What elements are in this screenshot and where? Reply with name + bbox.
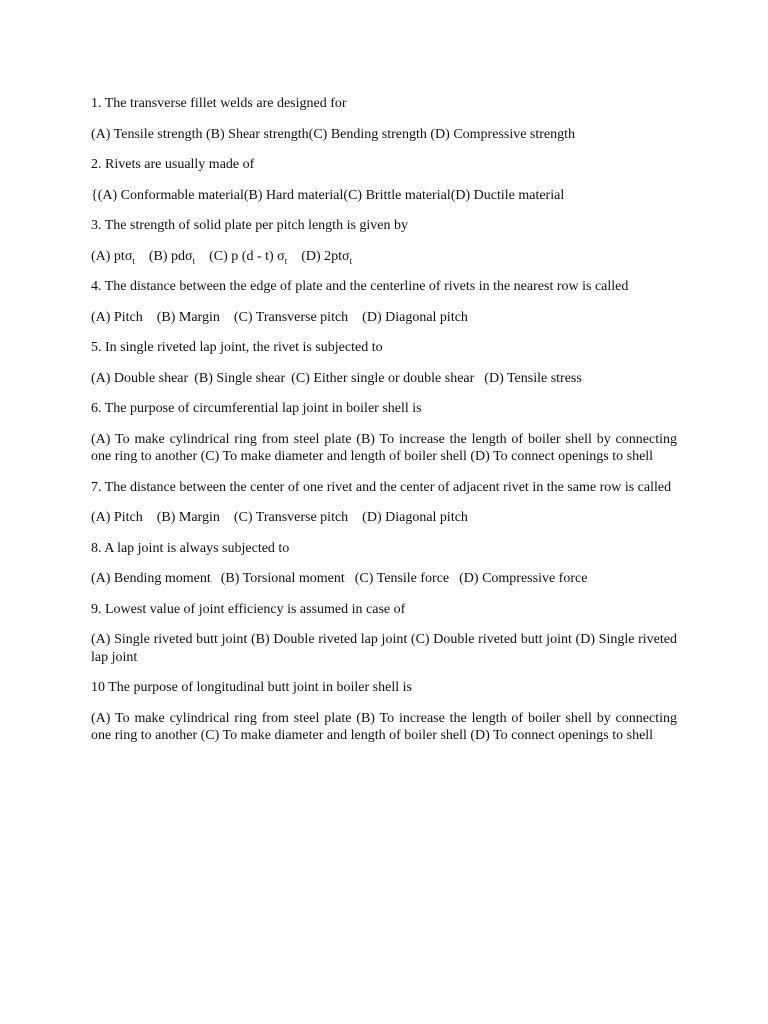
subscript-t: t [284, 255, 288, 266]
options-7 [91, 509, 677, 527]
option-8d: (D) Compressive force [459, 571, 588, 586]
question-6: 6. The purpose of circumferential lap joint in boiler shell is [91, 401, 422, 416]
document-page [91, 95, 677, 758]
question-5: 5. In single riveted lap joint, the rivet is subjected to [91, 340, 383, 355]
option-10d: (D) To connect openings to shell [470, 728, 654, 743]
option-10a: (A) To make cylindrical ring from steel plate [91, 710, 352, 726]
option-9a: (A) Single riveted butt joint [91, 632, 248, 647]
option-9b: (B) Double riveted lap joint [250, 632, 408, 647]
option-10b: (B) To increase the length of boiler shell by connecting one ring to another [91, 710, 677, 743]
options-3 [91, 248, 677, 266]
option-7d: (D) Diagonal pitch [362, 510, 468, 525]
question-8: 8. A lap joint is always subjected to [91, 540, 290, 556]
option-9d: (D) Single riveted lap joint [91, 632, 677, 665]
option-5a: (A) Double shear [91, 370, 189, 386]
option-4b: (B) Margin [156, 309, 220, 325]
option-7b: (B) Margin [156, 510, 220, 525]
options-9 [91, 631, 677, 666]
option-2b: (B) Hard material [243, 187, 344, 203]
option-4d: (D) Diagonal pitch [362, 309, 468, 325]
option-2d: (D) Ductile material [450, 187, 565, 203]
options-6 [91, 431, 677, 466]
option-5d: (D) Tensile stress [484, 370, 582, 386]
subscript-t: t [192, 255, 196, 266]
option-6b: (B) To increase the length of boiler shell by connecting one ring to another [91, 431, 677, 464]
question-9: 9. Lowest value of joint efficiency is assumed in case of [91, 601, 406, 617]
options-8 [91, 570, 677, 588]
option-5c: (C) Either single or double shear [291, 370, 475, 386]
question-10: 10 The purpose of longitudinal butt joint in boiler shell is [91, 680, 412, 695]
option-4a: (A) Pitch [91, 309, 143, 325]
option-10c: (C) To make diameter and length of boiler shell [200, 728, 467, 743]
option-4c: (C) Transverse pitch [233, 309, 349, 325]
option-1d: (D) Compressive strength [430, 126, 576, 142]
option-6c: (C) To make diameter and length of boiler shell [200, 449, 467, 464]
question-1: 1. The transverse fillet welds are designed for [91, 96, 347, 111]
option-3a: (A) ptσ$_t$ [91, 248, 135, 266]
option-9c: (C) Double riveted butt joint [410, 632, 572, 647]
options-4 [91, 309, 677, 327]
option-6a: (A) To make cylindrical ring from steel plate [91, 431, 352, 447]
option-1b: (B) Shear strength [206, 126, 309, 142]
option-8b: (B) Torsional moment [220, 571, 345, 586]
options-10 [91, 710, 677, 745]
option-3d: (D) 2ptσ$_t$ [301, 248, 353, 266]
option-8c: (C) Tensile force [354, 571, 450, 586]
options-2 [91, 187, 677, 205]
option-8a: (A) Bending moment [91, 571, 211, 586]
question-3: 3. The strength of solid plate per pitch length is given by [91, 218, 409, 233]
option-2c: (C) Brittle material [343, 187, 451, 203]
option-3c: (C) p (d - t) $\sigma_t$ [209, 248, 288, 266]
option-1a: (A) Tensile strength [91, 126, 203, 142]
option-5b: (B) Single shear [194, 370, 286, 386]
question-4: 4. The distance between the edge of plate and the centerline of rivets in the nearest row is called [91, 279, 629, 294]
option-1c: (C) Bending strength [308, 126, 427, 142]
options-5 [91, 370, 677, 388]
question-7: 7. The distance between the center of one rivet and the center of adjacent rivet in the same row is called [91, 479, 672, 495]
option-2a: {(A) Conformable material [91, 187, 244, 203]
option-6d: (D) To connect openings to shell [470, 449, 654, 464]
option-3b: (B) pdσ$_t$ [148, 248, 196, 266]
option-7c: (C) Transverse pitch [233, 510, 349, 525]
subscript-t: t [349, 255, 353, 266]
option-7a: (A) Pitch [91, 510, 143, 525]
question-2: 2. Rivets are usually made of [91, 157, 255, 172]
subscript-t: t [132, 255, 135, 266]
options-1 [91, 126, 677, 144]
